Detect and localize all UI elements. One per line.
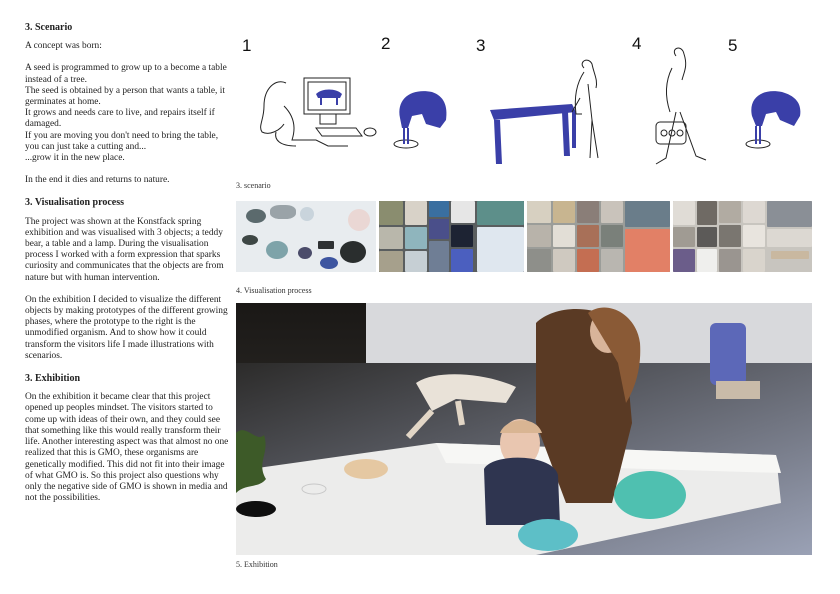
visualisation-heading: 3. Visualisation process	[25, 197, 124, 209]
scenario-number-1: 1	[242, 36, 252, 55]
visualisation-paragraph-1: The project was shown at the Konstfack spring exhibition and was visualised with 3 objects; a teddy bear, a table and a lamp. During the visualisation process I worked with a form expression that sparks curiosity and communicates that the objects are from nature but with human intervention.	[25, 216, 224, 283]
visualisation-photos	[236, 201, 812, 272]
scenario-illustrations	[236, 28, 816, 176]
exhibition-body: On the exhibition it became clear that this project opened up peoples mindset. The visitors started to come up with ideas of their own, and they could see that something like this would really transform their life. Another interesting aspect was that almost no one realized that this is GMO, these organisms are genetically modified. This did not fit into their image of what GMO is. So this project also questions why only the negative side of GMO is shown in media and not the possibilities.	[25, 392, 229, 504]
walking-person-drawing	[656, 48, 706, 164]
text-column	[25, 22, 230, 515]
scenario-heading: 3. Scenario	[25, 22, 73, 33]
small-table-on-screen	[316, 90, 342, 106]
visualisation-paragraph-2: On the exhibition I decided to visualize the different objects by making prototypes of the different growing phases, where the prototype to the right is the unmodified organism. And to show how it could transform the visitors life I made illustrations with scenarios.	[25, 294, 228, 361]
blue-sprout-drawing-5	[746, 91, 800, 148]
scenario-end: In the end it dies and returns to nature.	[25, 175, 170, 186]
scenario-body: A seed is programmed to grow up to a become a table instead of a tree. The seed is obtained by a person that wants a table, it germinates at home. It grows and needs care to live, and repairs itself if damaged. If you are moving you don't need to bring the table, you can just take a cutting and... ...grow it in the new place.	[25, 63, 227, 164]
scenario-number-5: 5	[728, 36, 738, 55]
scenario-intro: A concept was born:	[25, 41, 102, 52]
scenario-number-2: 2	[381, 34, 391, 53]
blue-sprout-drawing-2	[394, 91, 446, 148]
scenario-number-3: 3	[476, 36, 486, 55]
objects-table-photo	[236, 201, 376, 272]
material-samples-grid-3	[673, 201, 812, 272]
exhibition-heading: 3. Exhibition	[25, 373, 81, 385]
material-samples-grid-2	[527, 201, 670, 272]
exhibition-photo	[236, 303, 812, 555]
blue-table-drawing	[490, 104, 576, 164]
material-samples-grid-1	[379, 201, 524, 272]
scenario-caption: 3. scenario	[236, 181, 271, 190]
soap-object	[344, 459, 388, 479]
person-at-computer-drawing	[261, 78, 376, 146]
scenario-number-4: 4	[632, 34, 642, 53]
exhibition-caption: 5. Exhibition	[236, 560, 278, 569]
visualisation-caption: 4. Visualisation process	[236, 286, 312, 295]
